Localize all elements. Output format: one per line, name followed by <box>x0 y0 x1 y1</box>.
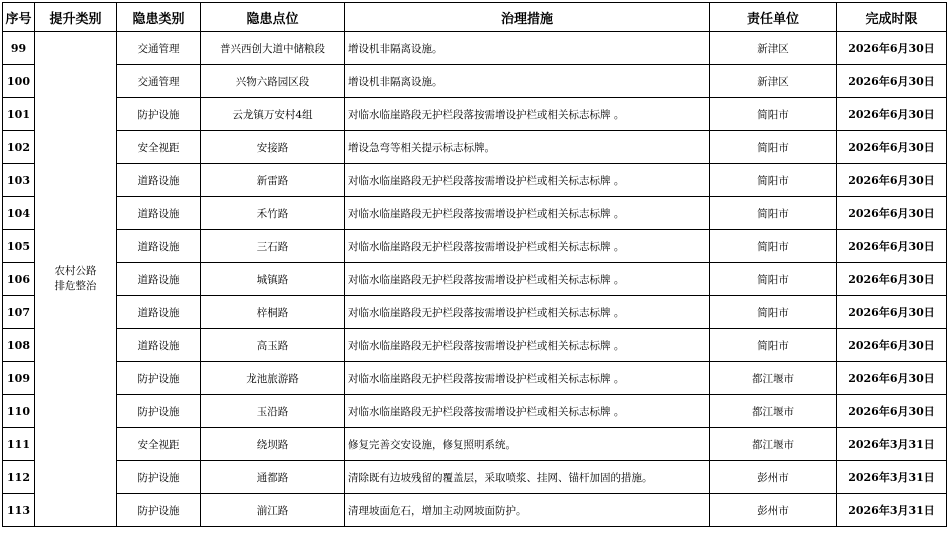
row-hazard-type: 交通管理 <box>117 65 201 98</box>
row-location: 三石路 <box>201 230 345 263</box>
improvement-category-cell <box>35 32 117 527</box>
row-location: 高玉路 <box>201 329 345 362</box>
row-location: 梓桐路 <box>201 296 345 329</box>
table-row <box>3 494 947 527</box>
table-row <box>3 362 947 395</box>
row-measure: 对临水临崖路段无护栏段落按需增设护栏或相关标志标牌 。 <box>345 329 710 362</box>
header-serial-number: 序号 <box>3 3 35 32</box>
row-deadline: 2026年6月30日 <box>837 32 947 65</box>
row-location: 绕坝路 <box>201 428 345 461</box>
row-serial-number: 100 <box>3 65 35 98</box>
row-responsible-unit: 简阳市 <box>710 230 837 263</box>
row-measure: 增设机非隔离设施。 <box>345 32 710 65</box>
row-serial-number: 102 <box>3 131 35 164</box>
row-serial-number: 107 <box>3 296 35 329</box>
row-deadline: 2026年6月30日 <box>837 329 947 362</box>
header-deadline: 完成时限 <box>837 3 947 32</box>
table-row <box>3 296 947 329</box>
header-improvement-category: 提升类别 <box>35 3 117 32</box>
row-responsible-unit: 简阳市 <box>710 98 837 131</box>
table-row <box>3 65 947 98</box>
table-row <box>3 395 947 428</box>
table-row <box>3 329 947 362</box>
row-serial-number: 103 <box>3 164 35 197</box>
improvement-category-label: 农村公路 排危整治 <box>54 265 97 292</box>
row-measure: 对临水临崖路段无护栏段落按需增设护栏或相关标志标牌 。 <box>345 395 710 428</box>
table-row <box>3 428 947 461</box>
row-location: 云龙镇万安村4组 <box>201 98 345 131</box>
row-measure: 增设机非隔离设施。 <box>345 65 710 98</box>
row-location: 兴物六路园区段 <box>201 65 345 98</box>
row-hazard-type: 防护设施 <box>117 395 201 428</box>
row-hazard-type: 道路设施 <box>117 296 201 329</box>
row-deadline: 2026年6月30日 <box>837 362 947 395</box>
row-responsible-unit: 简阳市 <box>710 131 837 164</box>
header-rectification-measure: 治理措施 <box>345 3 710 32</box>
row-measure: 对临水临崖路段无护栏段落按需增设护栏或相关标志标牌 。 <box>345 230 710 263</box>
row-location: 普兴西创大道中储粮段 <box>201 32 345 65</box>
row-serial-number: 111 <box>3 428 35 461</box>
row-hazard-type: 防护设施 <box>117 494 201 527</box>
row-deadline: 2026年6月30日 <box>837 263 947 296</box>
row-serial-number: 105 <box>3 230 35 263</box>
row-responsible-unit: 新津区 <box>710 65 837 98</box>
row-hazard-type: 交通管理 <box>117 32 201 65</box>
row-hazard-type: 道路设施 <box>117 164 201 197</box>
table-row <box>3 164 947 197</box>
row-deadline: 2026年3月31日 <box>837 428 947 461</box>
row-hazard-type: 防护设施 <box>117 461 201 494</box>
header-hazard-type: 隐患类别 <box>117 3 201 32</box>
row-serial-number: 106 <box>3 263 35 296</box>
row-measure: 修复完善交安设施，修复照明系统。 <box>345 428 710 461</box>
row-location: 龙池旅游路 <box>201 362 345 395</box>
row-measure: 对临水临崖路段无护栏段落按需增设护栏或相关标志标牌 。 <box>345 362 710 395</box>
row-location: 通都路 <box>201 461 345 494</box>
row-measure: 对临水临崖路段无护栏段落按需增设护栏或相关标志标牌 。 <box>345 263 710 296</box>
table-row <box>3 98 947 131</box>
header-responsible-unit: 责任单位 <box>710 3 837 32</box>
table-body <box>3 32 947 527</box>
table-row <box>3 230 947 263</box>
row-responsible-unit: 简阳市 <box>710 164 837 197</box>
row-responsible-unit: 彭州市 <box>710 461 837 494</box>
table-row <box>3 263 947 296</box>
row-responsible-unit: 简阳市 <box>710 197 837 230</box>
row-deadline: 2026年6月30日 <box>837 131 947 164</box>
row-serial-number: 108 <box>3 329 35 362</box>
row-deadline: 2026年6月30日 <box>837 197 947 230</box>
row-hazard-type: 安全视距 <box>117 428 201 461</box>
row-measure: 对临水临崖路段无护栏段落按需增设护栏或相关标志标牌 。 <box>345 197 710 230</box>
row-deadline: 2026年6月30日 <box>837 98 947 131</box>
table-header <box>3 3 947 32</box>
row-hazard-type: 防护设施 <box>117 98 201 131</box>
row-responsible-unit: 简阳市 <box>710 263 837 296</box>
row-hazard-type: 安全视距 <box>117 131 201 164</box>
row-measure: 增设急弯等相关提示标志标牌。 <box>345 131 710 164</box>
row-responsible-unit: 彭州市 <box>710 494 837 527</box>
row-deadline: 2026年3月31日 <box>837 461 947 494</box>
row-location: 禾竹路 <box>201 197 345 230</box>
row-hazard-type: 道路设施 <box>117 230 201 263</box>
row-deadline: 2026年6月30日 <box>837 395 947 428</box>
header-hazard-location: 隐患点位 <box>201 3 345 32</box>
row-serial-number: 113 <box>3 494 35 527</box>
row-serial-number: 104 <box>3 197 35 230</box>
row-responsible-unit: 简阳市 <box>710 296 837 329</box>
row-deadline: 2026年6月30日 <box>837 230 947 263</box>
row-hazard-type: 道路设施 <box>117 197 201 230</box>
row-location: 城镇路 <box>201 263 345 296</box>
row-responsible-unit: 新津区 <box>710 32 837 65</box>
row-serial-number: 101 <box>3 98 35 131</box>
table-row <box>3 461 947 494</box>
row-deadline: 2026年3月31日 <box>837 494 947 527</box>
row-location: 湔江路 <box>201 494 345 527</box>
row-serial-number: 99 <box>3 32 35 65</box>
row-hazard-type: 防护设施 <box>117 362 201 395</box>
row-serial-number: 112 <box>3 461 35 494</box>
row-responsible-unit: 都江堰市 <box>710 428 837 461</box>
row-location: 玉沿路 <box>201 395 345 428</box>
row-responsible-unit: 都江堰市 <box>710 395 837 428</box>
row-location: 安接路 <box>201 131 345 164</box>
row-measure: 清理坡面危石，增加主动网坡面防护。 <box>345 494 710 527</box>
row-deadline: 2026年6月30日 <box>837 65 947 98</box>
row-deadline: 2026年6月30日 <box>837 164 947 197</box>
row-deadline: 2026年6月30日 <box>837 296 947 329</box>
row-serial-number: 110 <box>3 395 35 428</box>
row-measure: 清除既有边坡残留的覆盖层，采取喷浆、挂网、锚杆加固的措施。 <box>345 461 710 494</box>
table-row <box>3 131 947 164</box>
row-responsible-unit: 简阳市 <box>710 329 837 362</box>
table-row <box>3 197 947 230</box>
row-measure: 对临水临崖路段无护栏段落按需增设护栏或相关标志标牌 。 <box>345 296 710 329</box>
row-hazard-type: 道路设施 <box>117 329 201 362</box>
row-measure: 对临水临崖路段无护栏段落按需增设护栏或相关标志标牌 。 <box>345 98 710 131</box>
hazard-rectification-table <box>2 2 947 527</box>
row-serial-number: 109 <box>3 362 35 395</box>
row-location: 新雷路 <box>201 164 345 197</box>
row-measure: 对临水临崖路段无护栏段落按需增设护栏或相关标志标牌 。 <box>345 164 710 197</box>
row-hazard-type: 道路设施 <box>117 263 201 296</box>
row-responsible-unit: 都江堰市 <box>710 362 837 395</box>
table-row <box>3 32 947 65</box>
